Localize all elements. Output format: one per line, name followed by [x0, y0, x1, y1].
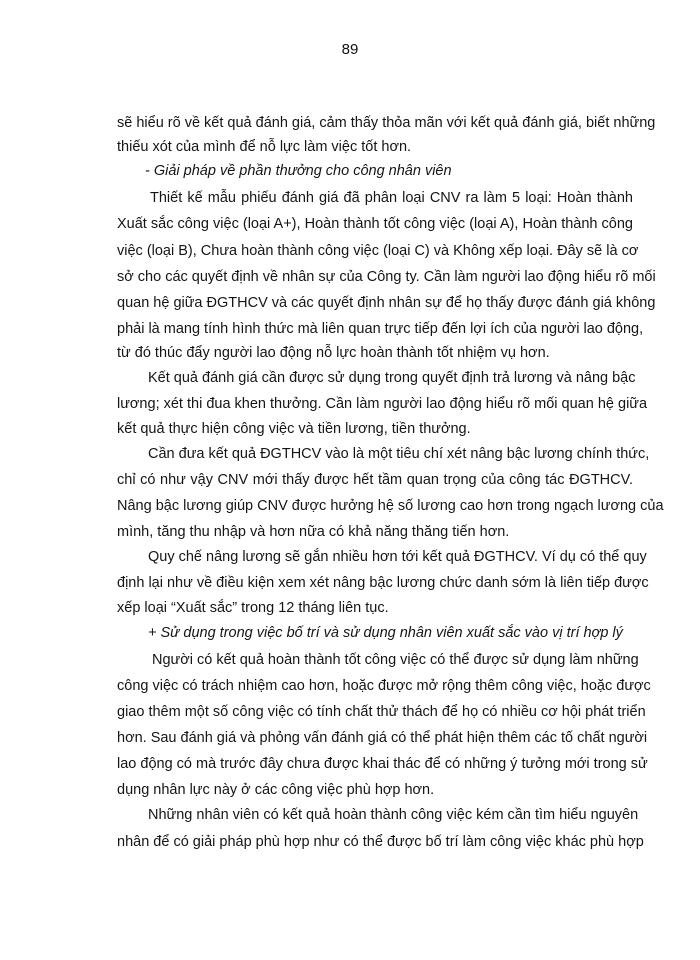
text-line: Thiết kế mẫu phiếu đánh giá đã phân loại CNV ra làm 5 loại: Hoàn thành — [150, 190, 633, 206]
text-line: sẽ hiểu rõ về kết quả đánh giá, cảm thấy thỏa mãn với kết quả đánh giá, biết những — [117, 115, 656, 131]
text-line: dụng nhân lực này ở các công việc phù hợp hơn. — [117, 782, 435, 798]
text-line: Xuất sắc công việc (loại A+), Hoàn thành tốt công việc (loại A), Hoàn thành công — [117, 216, 633, 232]
text-line: mình, tăng thu nhập và hơn nữa có khả năng thăng tiến hơn. — [117, 524, 510, 540]
text-line: kết quả thực hiện công việc và tiền lương, tiền thưởng. — [117, 421, 471, 437]
text-line: công việc có trách nhiệm cao hơn, hoặc được mở rộng thêm công việc, hoặc được — [117, 678, 651, 694]
text-line: quan hệ giữa ĐGTHCV và các quyết định nhân sự để họ thấy được đánh giá không — [117, 295, 656, 311]
text-line: lao động có mà trước đây chưa được khai thác để có những ý tưởng mới trong sử — [117, 756, 648, 772]
page-number: 89 — [341, 41, 359, 58]
text-line: định lại như về điều kiện xem xét nâng bậc lương chức danh sớm là liên tiếp được — [117, 575, 649, 591]
text-line: nhân để có giải pháp phù hợp như có thể được bố trí làm công việc khác phù hợp — [117, 834, 644, 850]
text-line: thiếu xót của mình để nỗ lực làm việc tốt hơn. — [117, 139, 412, 155]
text-line: chỉ có như vậy CNV mới thấy được hết tầm quan trọng của công tác ĐGTHCV. — [117, 472, 633, 488]
section-subheading: - Giải pháp về phần thưởng cho công nhân viên — [145, 163, 452, 179]
text-line: Cần đưa kết quả ĐGTHCV vào là một tiêu chí xét nâng bậc lương chính thức, — [148, 446, 650, 462]
text-line: Quy chế nâng lương sẽ gắn nhiều hơn tới kết quả ĐGTHCV. Ví dụ có thể quy — [148, 549, 647, 565]
text-line: xếp loại “Xuất sắc” trong 12 tháng liên tục. — [117, 600, 389, 616]
text-line: sở cho các quyết định về nhân sự của Công ty. Cần làm người lao động hiểu rõ mối — [117, 269, 656, 285]
text-line: giao thêm một số công việc có tính chất thử thách để họ có nhiều cơ hội phát triển — [117, 704, 646, 720]
text-line: Những nhân viên có kết quả hoàn thành công việc kém cần tìm hiểu nguyên — [148, 807, 639, 823]
text-line: Kết quả đánh giá cần được sử dụng trong quyết định trả lương và nâng bậc — [148, 370, 636, 386]
text-line: phải là mang tính hình thức mà liên quan trực tiếp đến lợi ích của người lao động, — [117, 321, 644, 337]
text-line: Người có kết quả hoàn thành tốt công việc có thể được sử dụng làm những — [152, 652, 639, 668]
text-line: lương; xét thi đua khen thưởng. Cần làm người lao động hiểu rõ mối quan hệ giữa — [117, 396, 648, 412]
text-line: Nâng bậc lương giúp CNV được hưởng hệ số lương cao hơn trong ngạch lương của — [117, 498, 664, 514]
section-heading: + Sử dụng trong việc bố trí và sử dụng nhân viên xuất sắc vào vị trí hợp lý — [148, 625, 623, 641]
text-line: hơn. Sau đánh giá và phỏng vấn đánh giá có thể phát hiện thêm các tố chất người — [117, 730, 648, 746]
text-line: từ đó thúc đẩy người lao động nỗ lực hoàn thành tốt nhiệm vụ hơn. — [117, 345, 550, 361]
text-line: việc (loại B), Chưa hoàn thành công việc (loại C) và Không xếp loại. Đây sẽ là cơ — [117, 243, 639, 259]
